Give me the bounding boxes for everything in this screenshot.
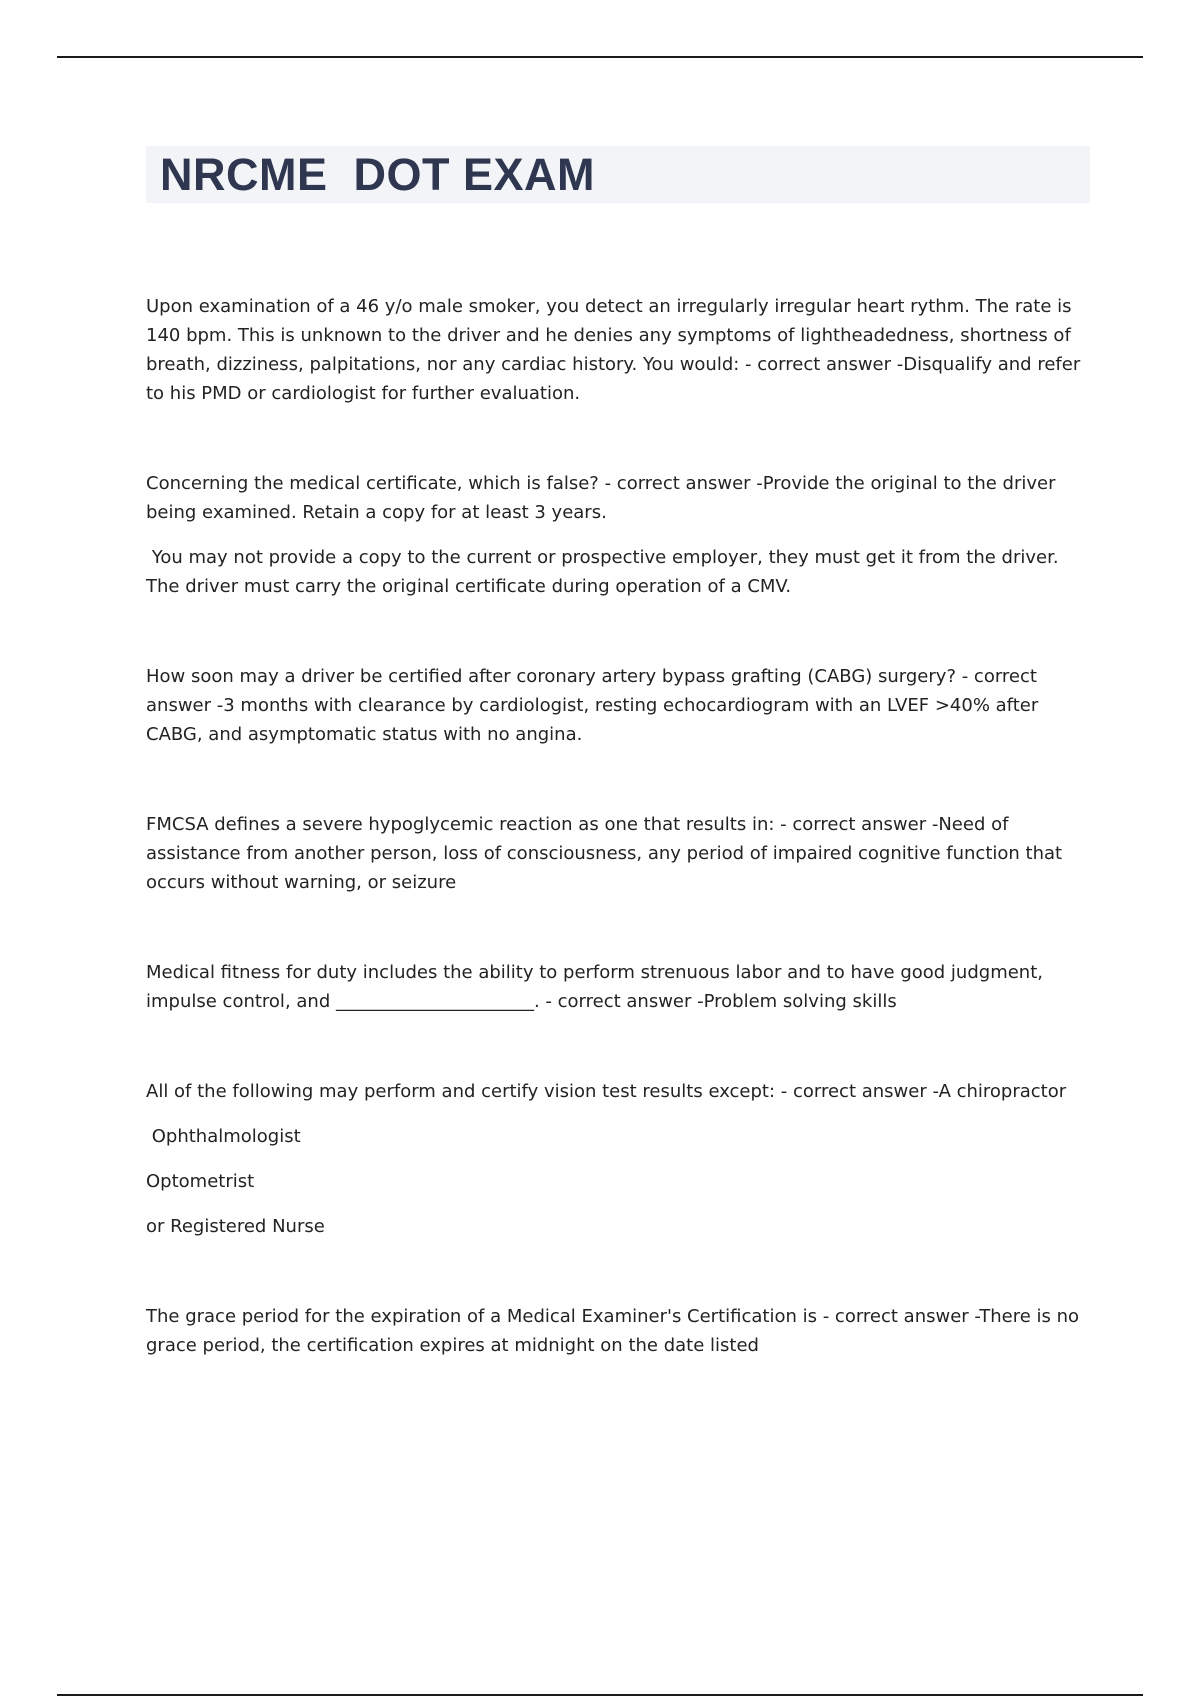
qa-grace-period: The grace period for the expiration of a Medical Examiner's Certification is - correct answer -There is no grace period, the certification expires at midnight on the date listed bbox=[146, 1306, 1085, 1356]
title-band bbox=[146, 146, 1090, 203]
qa-cabg-certification: How soon may a driver be certified after coronary artery bypass grafting (CABG) surgery? - correct answer -3 months with clearance by cardiologist, resting echocardiogram with an LVEF >40% after CABG, and asymptomatic status with no angina. bbox=[146, 666, 1044, 745]
qa-hypoglycemic-reaction: FMCSA defines a severe hypoglycemic reaction as one that results in: - correct answer -Need of assistance from another person, loss of consciousness, any period of impaired cognitive function that occurs without warning, or seizure bbox=[146, 814, 1068, 893]
vision-option-optometrist: Optometrist bbox=[146, 1171, 255, 1192]
document-title: NRCME DOT EXAM bbox=[160, 149, 595, 200]
vision-option-ophthalmologist: Ophthalmologist bbox=[146, 1126, 301, 1147]
qa-atrial-fibrillation: Upon examination of a 46 y/o male smoker, you detect an irregularly irregular heart rythm. The rate is 140 bpm. This is unknown to the driver and he denies any symptoms of lightheadedness, shortness of breath, dizziness, palpitations, nor any cardiac history. You would: - correct answer -Disqualify and refer to his PMD or cardiologist for further evaluation. bbox=[146, 296, 1086, 404]
document-body bbox=[146, 292, 1091, 1360]
vision-option-registered-nurse: or Registered Nurse bbox=[146, 1216, 325, 1237]
header-rule bbox=[57, 56, 1143, 58]
footer-rule bbox=[57, 1694, 1143, 1696]
qa-vision-test: All of the following may perform and certify vision test results except: - correct answer -A chiropractor bbox=[146, 1081, 1067, 1102]
qa-medical-certificate-continued: You may not provide a copy to the current or prospective employer, they must get it from the driver. The driver must carry the original certificate during operation of a CMV. bbox=[146, 547, 1065, 597]
qa-medical-certificate: Concerning the medical certificate, which is false? - correct answer -Provide the original to the driver being examined. Retain a copy for at least 3 years. bbox=[146, 473, 1062, 523]
qa-medical-fitness: Medical fitness for duty includes the ability to perform strenuous labor and to have good judgment, impulse control, and ______________________. - correct answer -Problem solving skills bbox=[146, 962, 1049, 1012]
